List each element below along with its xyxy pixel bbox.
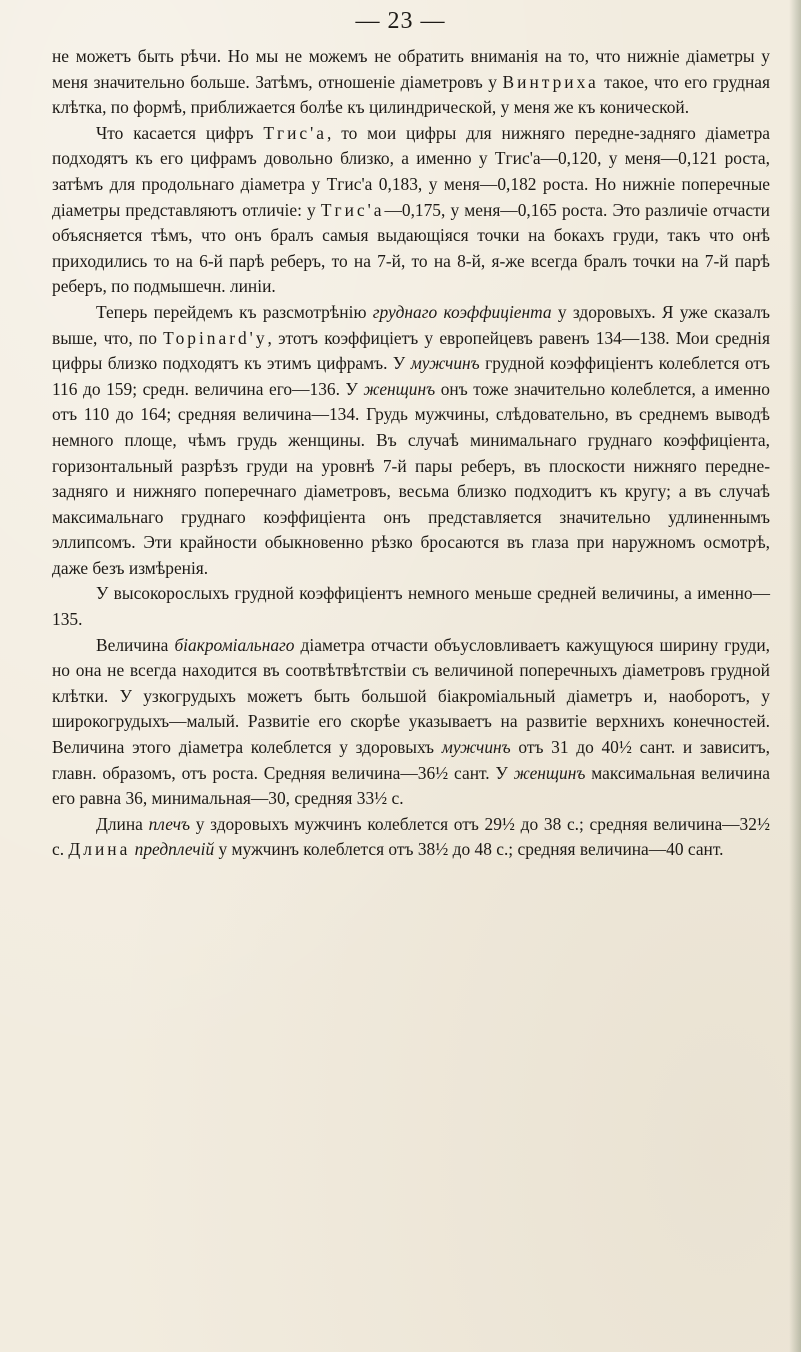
text-segment: предплечій [134, 839, 215, 860]
paragraph-1 [52, 44, 770, 121]
text-segment: максимальная величина его равна 36, минимальная—30, средняя 33½ с. [52, 762, 770, 809]
paragraph-5 [52, 633, 770, 812]
text-segment: Что касается цифръ [96, 122, 264, 143]
paragraph-6 [52, 812, 770, 863]
text-segment: Тгис'а [320, 199, 385, 220]
text-segment: , этотъ коэффиціетъ у европейцевъ равенъ 134—138. Мои среднія цифры близко подходятъ къ этимъ цифрамъ. У [52, 327, 770, 374]
page-edge-shadow [789, 0, 801, 1352]
text-segment: онъ тоже значительно колеблется, а именно отъ 110 до 164; средняя величина—134. Грудь мужчины, слѣдовательно, въ среднемъ выводѣ немного площе, чѣмъ грудь женщины. Въ случаѣ минимальнаго груднаго коэффиціента, горизонтальный разрѣзъ груди на уровнѣ 7-й пары реберъ, въ плоскости нижняго передне-задняго и нижняго поперечнаго діаметровъ, весьма близко подходитъ къ кругу; а въ случаѣ максимальнаго груднаго коэффиціента онъ представляется значительно удлиненнымъ эллипсомъ. Эти крайности обыкновенно рѣзко бросаются въ глаза при наружномъ осмотрѣ, даже безъ измѣренія. [52, 378, 771, 578]
text-segment: Длина [96, 813, 149, 834]
text-segment: отъ 31 до 40½ сант. и зависитъ, главн. образомъ, отъ роста. Средняя величина—36½ сант. У [52, 737, 770, 783]
page-number: — 23 — [355, 8, 446, 34]
paragraph-4 [52, 581, 770, 632]
text-segment: У высокорослыхъ грудной коэффиціентъ немного меньше средней величины, а именно—135. [52, 583, 770, 630]
text-segment: у здоровыхъ мужчинъ колеблется отъ 29½ до 38 с.; средняя величина—32½ с. [52, 813, 770, 860]
text-segment: Теперь перейдемъ къ разсмотрѣнію [96, 301, 373, 322]
text-segment: груднаго коэффиціента [372, 301, 552, 322]
text-segment: біакроміальнаго [174, 634, 295, 655]
text-segment: плечъ [148, 813, 191, 834]
text-segment: Длина [68, 839, 131, 860]
text-segment: діаметра отчасти объусловливаетъ кажущуюся ширину груди, но она не всегда находится въ соотвѣтвѣтствіи съ величиной поперечныхъ діаметровъ грудной клѣтки. У узкогрудыхъ можетъ быть большой біакроміальный діаметръ и, наоборотъ, у широкогрудыхъ—малый. Развитіе его скорѣе указываетъ на развитіе верхнихъ конечностей. Величина этого діаметра колеблется у здоровыхъ [52, 634, 770, 758]
text-segment: не можетъ быть рѣчи. Но мы не можемъ не обратить вниманія на то, что нижніе діаметры у меня значительно больше. Затѣмъ, отношеніе діаметровъ у [52, 46, 770, 92]
text-segment: у мужчинъ колеблется отъ 38½ до 48 с.; средняя величина—40 сант. [214, 839, 724, 860]
text-segment: Topinard'у [163, 327, 268, 348]
text-segment: женщинъ [363, 378, 436, 399]
body-text [52, 44, 770, 863]
text-segment: такое, что его грудная клѣтка, по формѣ, приближается болѣе къ цилиндрической, у меня же къ конической. [52, 71, 770, 118]
paragraph-2 [52, 121, 770, 300]
text-segment: Величина [96, 634, 175, 655]
text-segment: у здоровыхъ. Я уже сказалъ выше, что, по [52, 301, 770, 348]
text-segment: мужчинъ [441, 737, 511, 758]
text-segment: Тгис'а [263, 122, 327, 143]
paragraph-3 [52, 300, 770, 582]
text-segment: грудной коэффиціентъ колеблется отъ 116 до 159; средн. величина его—136. У [52, 353, 770, 399]
text-segment: Винтриха [502, 71, 599, 92]
text-segment: мужчинъ [410, 353, 480, 374]
text-segment: —0,175, у меня—0,165 роста. Это различіе отчасти объясняется тѣмъ, что онъ бралъ самыя выдающіяся точки на бокахъ груди, такъ что онѣ приходились то на 6-й парѣ реберъ, то на 7-й, то на 8-й, я-же всегда бралъ точки на 7-й парѣ реберъ, по подмышечн. линіи. [52, 199, 770, 297]
text-segment: , то мои цифры для нижняго передне-задняго діаметра подходятъ къ его цифрамъ довольно близко, а именно у Тгис'а—0,120, у меня—0,121 роста, затѣмъ для продольнаго діаметра у Тгис'а 0,183, у меня—0,182 роста. Но нижніе поперечные діаметры представляютъ отличіе: у [52, 122, 770, 220]
text-segment: женщинъ [513, 762, 586, 783]
